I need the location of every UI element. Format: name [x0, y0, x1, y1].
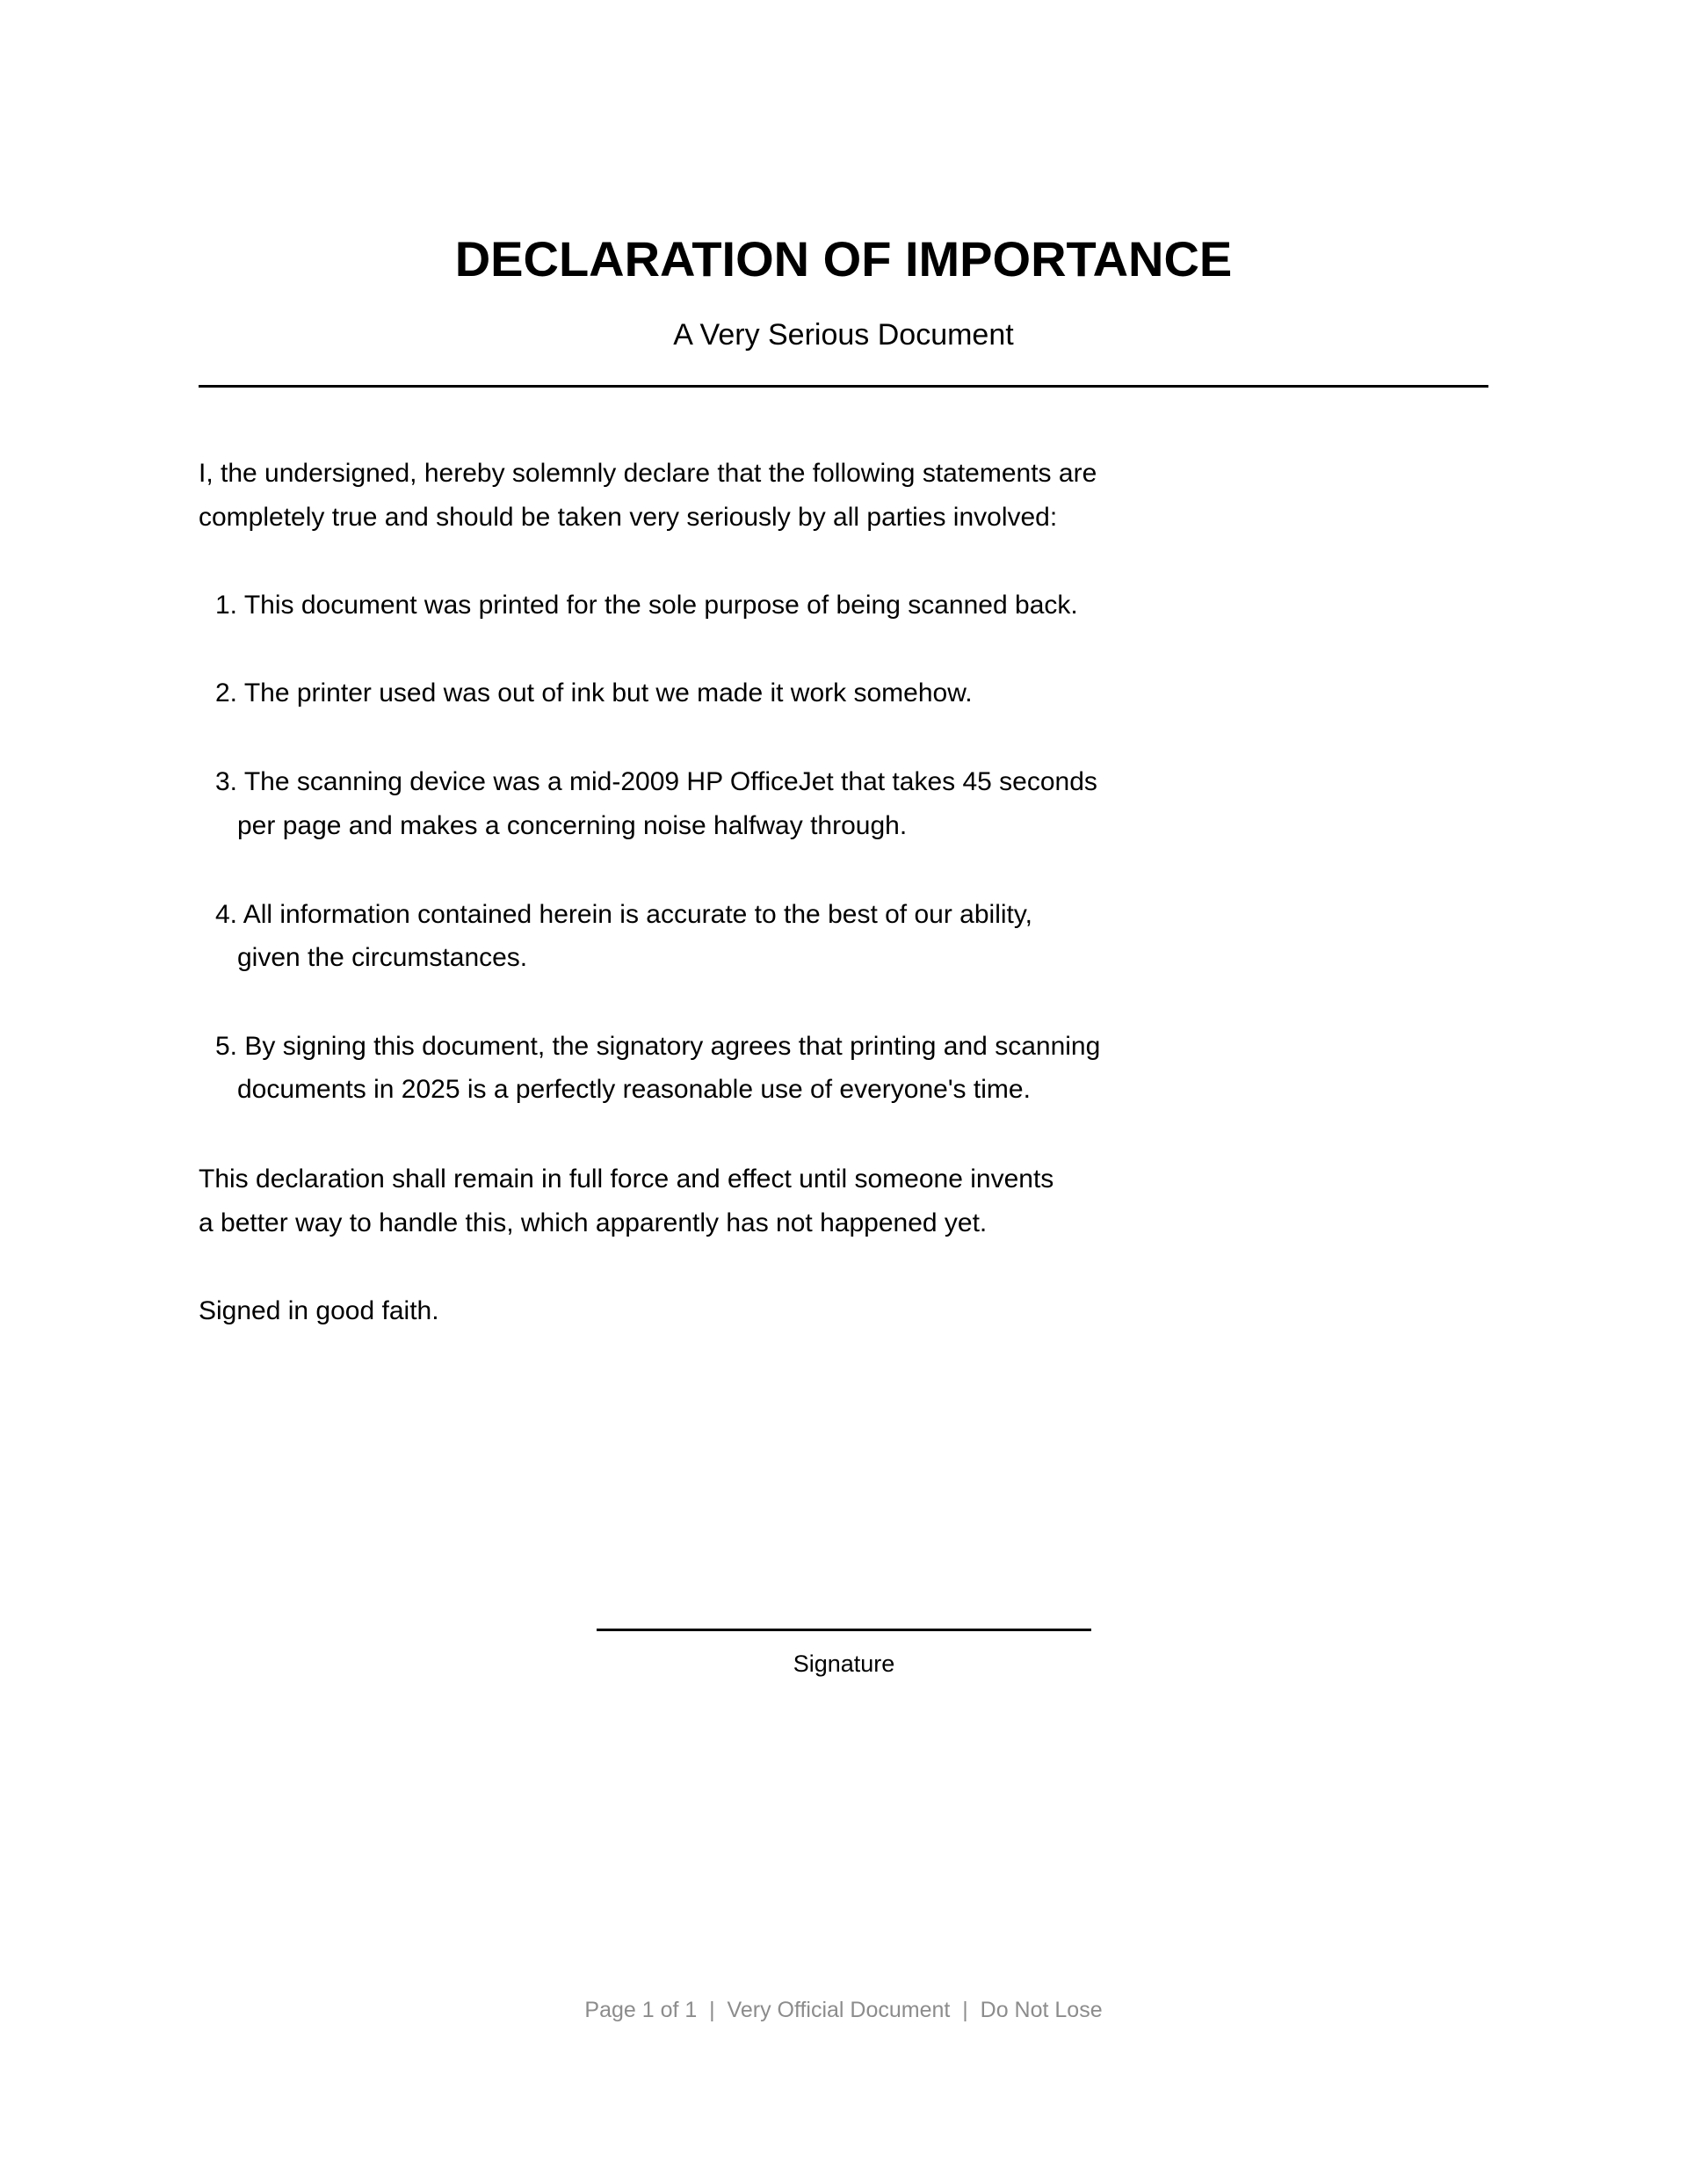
signature-label: Signature [793, 1651, 895, 1677]
intro-line: I, the undersigned, hereby solemnly declare that the following statements are [199, 459, 1097, 488]
list-item-continuation: per page and makes a concerning noise halfway through. [237, 811, 908, 840]
header-divider [199, 385, 1488, 388]
list-item-line: 4. All information contained herein is accurate to the best of our ability, [215, 900, 1032, 929]
document-title: DECLARATION OF IMPORTANCE [454, 231, 1233, 287]
list-item-continuation: documents in 2025 is a perfectly reasonable use of everyone's time. [237, 1075, 1031, 1104]
closing-line: This declaration shall remain in full force and effect until someone invents [199, 1165, 1054, 1194]
signoff-text: Signed in good faith. [199, 1296, 439, 1325]
document-subtitle: A Very Serious Document [673, 318, 1014, 352]
list-item-line: 2. The printer used was out of ink but we made it work somehow. [215, 678, 973, 707]
list-item-line: 5. By signing this document, the signatory agrees that printing and scanning [215, 1032, 1101, 1061]
intro-line: completely true and should be taken very seriously by all parties involved: [199, 503, 1058, 532]
list-item-continuation: given the circumstances. [237, 943, 528, 972]
closing-line: a better way to handle this, which apparently has not happened yet. [199, 1208, 988, 1237]
signature-line [597, 1629, 1091, 1631]
list-item-line: 1. This document was printed for the sole purpose of being scanned back. [215, 591, 1078, 620]
list-item-line: 3. The scanning device was a mid-2009 HP OfficeJet that takes 45 seconds [215, 767, 1097, 796]
page-footer: Page 1 of 1 | Very Official Document | Do Not Lose [584, 1998, 1103, 2022]
